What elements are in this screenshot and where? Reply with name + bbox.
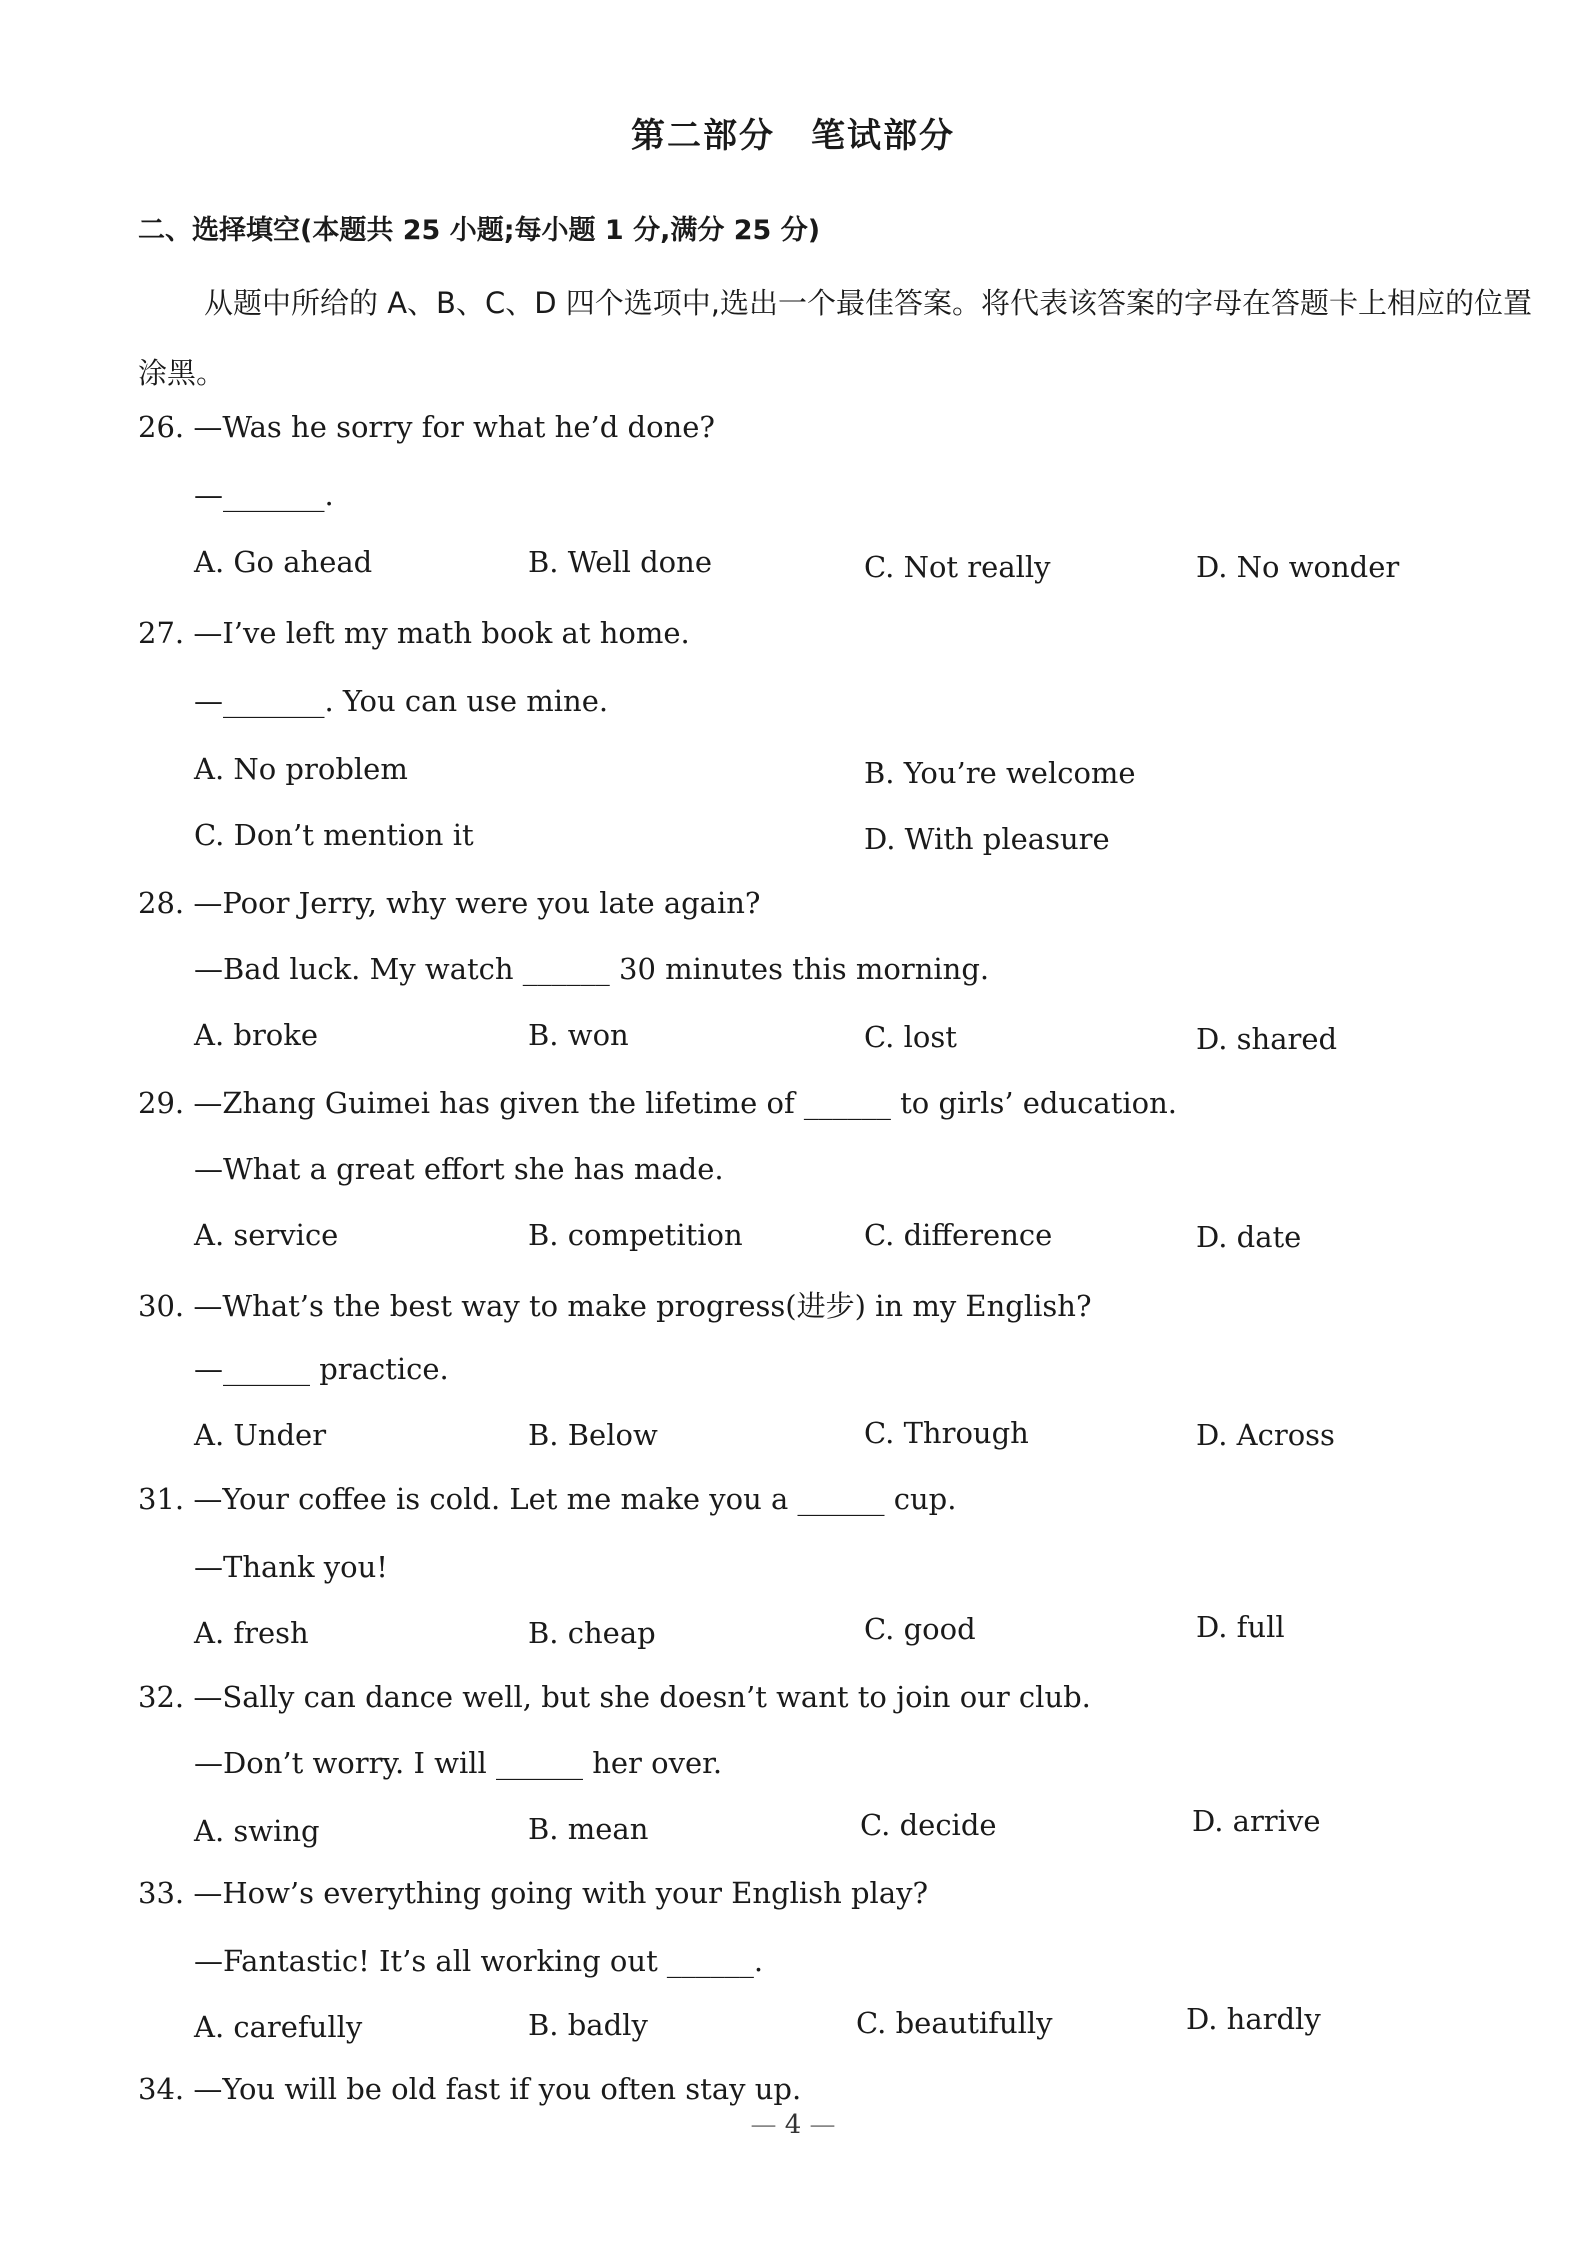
question-30 [138,1284,1092,1325]
question-line: —How’s everything going with your English play? [193,1876,929,1910]
option-b: B. Below [528,1418,658,1452]
option-d: D. Across [1196,1418,1335,1452]
option-a: A. No problem [194,752,408,786]
option-b: B. You’re welcome [864,756,1136,790]
answer-line: —Don’t worry. I will ______ her over. [194,1746,723,1780]
question-line: —Your coffee is cold. Let me make you a ______ cup. [193,1482,957,1516]
question-number: 27. [138,616,185,650]
question-line: —Zhang Guimei has given the lifetime of ______ to girls’ education. [193,1086,1177,1120]
question-28 [138,886,760,920]
option-a: A. fresh [194,1616,309,1650]
option-a: A. service [194,1218,339,1252]
question-33 [138,1876,928,1910]
option-a: A. Go ahead [194,545,373,579]
question-number: 29. [138,1086,185,1120]
dash-right: — [801,2110,836,2140]
question-31 [138,1482,956,1516]
option-c: C. good [864,1612,976,1646]
question-number: 26. [138,410,185,444]
question-number: 34. [138,2072,185,2106]
option-c: C. Through [864,1416,1029,1450]
section-heading: 二、选择填空(本题共 25 小题;每小题 1 分,满分 25 分) [138,215,821,246]
option-a: A. swing [194,1814,320,1848]
option-d: D. arrive [1192,1804,1321,1838]
option-b: B. cheap [528,1616,656,1650]
question-line: —Sally can dance well, but she doesn’t want to join our club. [193,1680,1091,1714]
option-a: A. carefully [194,2010,363,2044]
option-b: B. won [528,1018,629,1052]
question-27 [138,616,690,650]
dash-left: — [750,2110,785,2140]
option-b: B. competition [528,1218,743,1252]
option-a: A. Under [194,1418,327,1452]
question-number: 28. [138,886,185,920]
option-d: D. shared [1196,1022,1338,1056]
option-c: C. decide [860,1808,997,1842]
answer-line: —_______. You can use mine. [194,684,609,718]
option-b: B. badly [528,2008,648,2042]
answer-line: —Fantastic! It’s all working out ______. [194,1944,764,1978]
question-32 [138,1680,1091,1714]
answer-line: —_______. [194,478,334,512]
option-d: D. No wonder [1196,550,1400,584]
option-d: D. hardly [1186,2002,1321,2036]
option-d: D. With pleasure [864,822,1110,856]
question-number: 30. [138,1289,185,1323]
option-b: B. mean [528,1812,649,1846]
question-number: 31. [138,1482,185,1516]
answer-line: —What a great effort she has made. [194,1152,724,1186]
answer-line: —Thank you! [194,1550,388,1584]
option-d: D. date [1196,1220,1302,1254]
question-line: —You will be old fast if you often stay up. [193,2072,802,2106]
option-a: A. broke [194,1018,319,1052]
option-c: C. lost [864,1020,957,1054]
answer-line: —Bad luck. My watch ______ 30 minutes this morning. [194,952,990,986]
page-number [0,2110,1586,2140]
answer-line: —______ practice. [194,1352,449,1386]
question-line: —Poor Jerry, why were you late again? [193,886,761,920]
instructions: 从题中所给的 A、B、C、D 四个选项中,选出一个最佳答案。将代表该答案的字母在答题卡上相应的位置涂黑。 [138,286,1532,390]
option-d: D. full [1196,1610,1285,1644]
option-b: B. Well done [528,545,712,579]
page-number-value: 4 [784,2110,802,2140]
question-line: —Was he sorry for what he’d done? [193,410,715,444]
question-26 [138,410,715,444]
option-c: C. beautifully [856,2006,1053,2040]
question-line: —I’ve left my math book at home. [193,616,690,650]
option-c: C. Don’t mention it [194,818,474,852]
question-number: 32. [138,1680,185,1714]
option-c: C. difference [864,1218,1053,1252]
question-29 [138,1086,1177,1120]
question-number: 33. [138,1876,185,1910]
option-c: C. Not really [864,550,1051,584]
question-line: —What’s the best way to make progress(进步) in my English? [193,1289,1092,1323]
part-title: 第二部分 笔试部分 [631,116,955,156]
question-34 [138,2072,801,2106]
